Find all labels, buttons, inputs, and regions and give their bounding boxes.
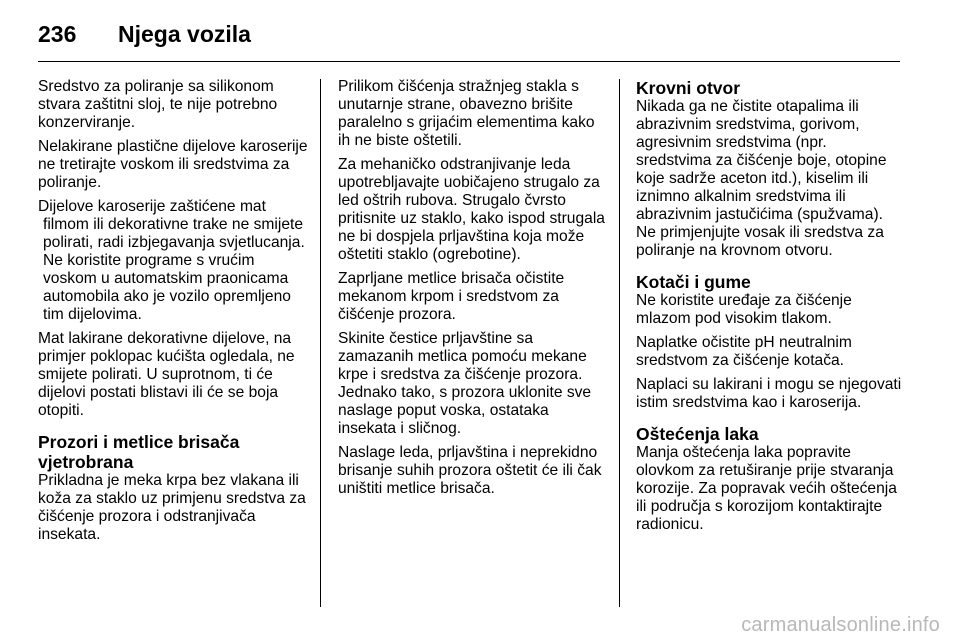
paragraph-high-pressure: Ne koristite uređaje za čišćenje mlazom pod visokim tlakom. — [636, 292, 852, 327]
column-divider — [619, 79, 620, 607]
paragraph-matt-film: Dijelove karoserije zaštićene mat filmom ili dekorativne trake ne smijete polirati, radi izbjegavanja svjetlucanja. Ne koristite programe s vrućim voskom u automatskim praonicama automobila ako je vozilo opremljeno tim dijelovima. — [38, 198, 305, 323]
column-3 — [636, 78, 906, 540]
heading-wheels-tyres: Kotači i gume — [636, 272, 751, 292]
page-header — [38, 14, 251, 54]
heading-paint-damage: Oštećenja laka — [636, 424, 759, 444]
paragraph-sunroof-care: Nikada ga ne čistite otapalima ili abrazivnim sredstvima, gorivom, agresivnim sredstvima (npr. sredstvima za čišćenje boje, otopine koje sadrže aceton itd.), kiselim ili iznimno alkalnim sredstvima ili abrazivnim jastučićima (spužvama). Ne primjenjujte vosak ili sredstva za poliranje na krovnom otvoru. — [636, 98, 887, 259]
paragraph-rims-painted: Naplaci su lakirani i mogu se njegovati istim sredstvima kao i karoserija. — [636, 376, 902, 411]
heading-sunroof: Krovni otvor — [636, 78, 741, 98]
paragraph-unpainted-plastic: Nelakirane plastične dijelove karoserije ne tretirajte voskom ili sredstvima za poliranje. — [38, 138, 308, 191]
heading-windows-wipers: Prozori i metlice brisača vjetrobrana — [38, 432, 240, 472]
page-title: Njega vozila — [118, 20, 251, 47]
paragraph-silicone-polish: Sredstvo za poliranje sa silikonom stvara zaštitni sloj, te nije potrebno konzerviranje. — [38, 78, 278, 131]
paragraph-wiper-damage: Naslage leda, prljavština i neprekidno brisanje suhih prozora oštetit će ili čak uništiti metlice brisača. — [338, 444, 602, 497]
column-divider — [320, 79, 321, 607]
watermark: carmanualsonline.info — [741, 614, 940, 636]
paragraph-ice-scraper: Za mehaničko odstranjivanje leda upotrebljavajte uobičajeno strugalo za led oštrih rubova. Strugalo čvrsto pritisnite uz staklo, kako ispod strugala ne bi dospjela prljavština koja može oštetiti staklo (ogrebotine). — [338, 156, 605, 263]
paragraph-rear-window: Prilikom čišćenja stražnjeg stakla s unutarnje strane, obavezno brišite paralelno s grijaćim elementima kako ih ne biste oštetili. — [338, 78, 595, 149]
column-2 — [338, 78, 608, 504]
paragraph-smeared-wipers: Skinite čestice prljavštine sa zamazanih metlica pomoću mekane krpe i sredstva za čišćenje prozora. Jednako tako, s prozora uklonite sve naslage poput voska, ostataka insekata i sličnog. — [338, 330, 592, 437]
paragraph-rims-cleaning: Naplatke očistite pH neutralnim sredstvom za čišćenje kotača. — [636, 334, 852, 369]
paragraph-soft-cloth: Prikladna je meka krpa bez vlakana ili koža za staklo uz primjenu sredstva za čišćenje prozora i odstranjivača insekata. — [38, 472, 306, 543]
paragraph-matt-painted: Mat lakirane dekorativne dijelove, na primjer poklopac kućišta ogledala, ne smijete polirati. U suprotnom, ti će dijelovi postati blistavi ili će se boja otopiti. — [38, 330, 295, 419]
column-1 — [38, 78, 308, 550]
header-divider — [38, 61, 900, 62]
paragraph-dirty-wipers: Zaprljane metlice brisača očistite mekanom krpom i sredstvom za čišćenje prozora. — [338, 270, 565, 323]
page-number: 236 — [38, 20, 77, 47]
paragraph-paint-repair: Manja oštećenja laka popravite olovkom za retuširanje prije stvaranja korozije. Za popravak većih oštećenja ili područja s korozijom kontaktirajte radionicu. — [636, 444, 897, 533]
